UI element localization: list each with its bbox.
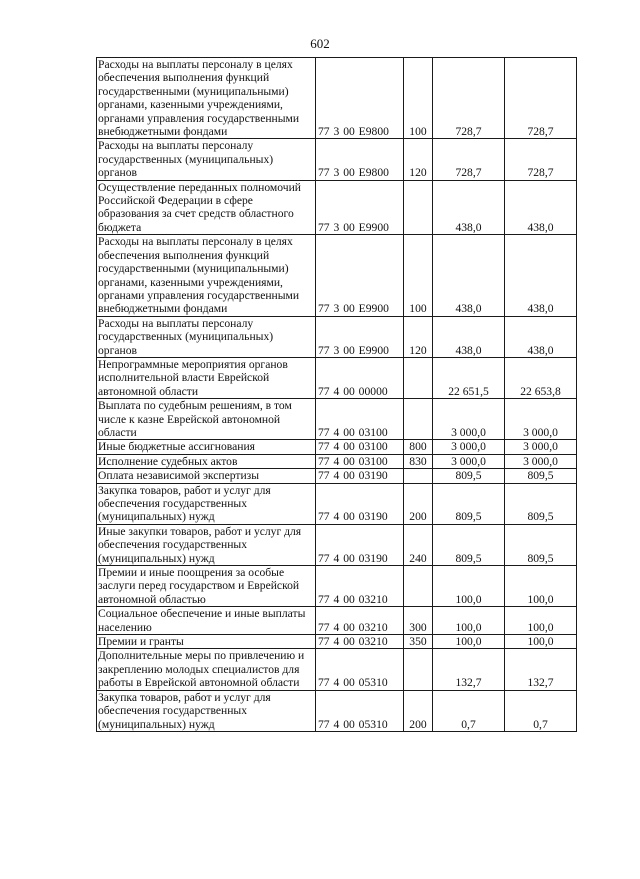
row-vr-cell: 240: [404, 524, 433, 565]
page-number: 602: [310, 36, 330, 51]
row-year1-cell: 438,0: [433, 316, 505, 357]
row-year1-cell: 728,7: [433, 139, 505, 180]
row-vr-cell: [404, 357, 433, 398]
row-name-text: Дополнительные меры по привлечению и закреплению молодых специалистов для работы в Еврейской автономной области: [98, 649, 305, 690]
row-year2-cell: 809,5: [505, 524, 577, 565]
row-name-text: Выплата по судебным решениям, в том числе к казне Еврейской автономной области: [98, 399, 292, 439]
row-name-cell: [97, 316, 316, 357]
table-row: [97, 690, 577, 731]
row-name-text: Исполнение судебных актов: [98, 454, 238, 468]
row-name-cell: [97, 180, 316, 235]
row-code-cell: 77 3 00 E9900: [316, 180, 404, 235]
row-code-cell: 77 4 00 03100: [316, 440, 404, 454]
row-year1-cell: 438,0: [433, 180, 505, 235]
row-name-text: Расходы на выплаты персоналу государственных (муниципальных) органов: [98, 139, 274, 180]
row-vr-cell: 350: [404, 635, 433, 649]
row-vr-cell: [404, 180, 433, 235]
row-vr-cell: 120: [404, 316, 433, 357]
row-code-cell: 77 3 00 E9900: [316, 235, 404, 316]
row-code-cell: 77 4 00 03210: [316, 607, 404, 635]
row-name-text: Осуществление переданных полномочий Российской Федерации в сфере образования за счет средств областного бюджета: [98, 180, 302, 234]
row-name-text: Оплата независимой экспертизы: [98, 469, 260, 483]
row-name-text: Расходы на выплаты персоналу государственных (муниципальных) органов: [98, 316, 274, 357]
table-row: [97, 58, 577, 139]
row-vr-cell: [404, 649, 433, 690]
row-year1-cell: 100,0: [433, 607, 505, 635]
row-name-cell: [97, 483, 316, 524]
row-vr-cell: 120: [404, 139, 433, 180]
row-name-text: Иные бюджетные ассигнования: [98, 440, 255, 454]
row-code-cell: 77 3 00 E9800: [316, 139, 404, 180]
row-name-cell: [97, 690, 316, 731]
table-row: [97, 607, 577, 635]
table-row: [97, 235, 577, 316]
row-year1-cell: 438,0: [433, 235, 505, 316]
table-row: [97, 316, 577, 357]
row-name-cell: [97, 454, 316, 468]
row-code-cell: 77 4 00 00000: [316, 357, 404, 398]
row-year2-cell: 3 000,0: [505, 440, 577, 454]
row-year1-cell: 809,5: [433, 524, 505, 565]
row-name-text: Закупка товаров, работ и услуг для обеспечения государственных (муниципальных) нужд: [98, 690, 271, 731]
row-code-cell: 77 3 00 E9900: [316, 316, 404, 357]
row-vr-cell: 800: [404, 440, 433, 454]
row-vr-cell: 300: [404, 607, 433, 635]
row-year1-cell: 100,0: [433, 635, 505, 649]
row-year2-cell: 438,0: [505, 235, 577, 316]
budget-table-body: [97, 58, 577, 732]
table-row: [97, 566, 577, 607]
row-year2-cell: 3 000,0: [505, 399, 577, 440]
table-row: [97, 180, 577, 235]
row-year1-cell: 0,7: [433, 690, 505, 731]
row-vr-cell: [404, 566, 433, 607]
row-vr-cell: 200: [404, 483, 433, 524]
row-code-cell: 77 4 00 03100: [316, 399, 404, 440]
row-name-cell: [97, 357, 316, 398]
row-vr-cell: 830: [404, 454, 433, 468]
row-name-cell: [97, 235, 316, 316]
row-code-cell: 77 4 00 03100: [316, 454, 404, 468]
row-code-cell: 77 4 00 05310: [316, 649, 404, 690]
table-row: [97, 139, 577, 180]
row-name-cell: [97, 524, 316, 565]
row-year1-cell: 100,0: [433, 566, 505, 607]
row-name-cell: [97, 139, 316, 180]
row-name-text: Закупка товаров, работ и услуг для обеспечения государственных (муниципальных) нужд: [98, 483, 271, 524]
row-year1-cell: 809,5: [433, 469, 505, 483]
row-year2-cell: 100,0: [505, 607, 577, 635]
row-year2-cell: 809,5: [505, 483, 577, 524]
row-code-cell: 77 4 00 03190: [316, 469, 404, 483]
row-year2-cell: 438,0: [505, 316, 577, 357]
row-name-text: Социальное обеспечение и иные выплаты населению: [98, 607, 306, 634]
row-year2-cell: 3 000,0: [505, 454, 577, 468]
table-row: [97, 483, 577, 524]
row-year1-cell: 22 651,5: [433, 357, 505, 398]
table-row: [97, 454, 577, 468]
row-year2-cell: 728,7: [505, 139, 577, 180]
row-name-cell: [97, 635, 316, 649]
row-name-text: Премии и иные поощрения за особые заслуги перед государством и Еврейской автономной областью: [98, 566, 300, 606]
row-year1-cell: 3 000,0: [433, 454, 505, 468]
row-name-text: Непрограммные мероприятия органов исполнительной власти Еврейской автономной области: [98, 357, 288, 398]
table-row: [97, 635, 577, 649]
row-name-cell: [97, 440, 316, 454]
table-row: [97, 440, 577, 454]
row-code-cell: 77 3 00 E9800: [316, 58, 404, 139]
row-vr-cell: [404, 469, 433, 483]
row-name-text: Премии и гранты: [98, 635, 184, 649]
table-row: [97, 357, 577, 398]
row-year2-cell: 728,7: [505, 58, 577, 139]
row-code-cell: 77 4 00 03210: [316, 635, 404, 649]
row-year1-cell: 3 000,0: [433, 399, 505, 440]
budget-table: [96, 57, 577, 732]
row-year2-cell: 809,5: [505, 469, 577, 483]
row-vr-cell: 100: [404, 58, 433, 139]
row-name-cell: [97, 607, 316, 635]
row-name-text: Расходы на выплаты персоналу в целях обеспечения выполнения функций государственными (муниципальными) органами, казенными учреждениями, органами управления государственными внебюджетными фондами: [98, 58, 300, 139]
table-row: [97, 524, 577, 565]
row-vr-cell: [404, 399, 433, 440]
row-code-cell: 77 4 00 05310: [316, 690, 404, 731]
row-vr-cell: 200: [404, 690, 433, 731]
row-year1-cell: 728,7: [433, 58, 505, 139]
row-year1-cell: 132,7: [433, 649, 505, 690]
row-name-cell: [97, 566, 316, 607]
row-year2-cell: 100,0: [505, 566, 577, 607]
row-name-cell: [97, 58, 316, 139]
row-year1-cell: 809,5: [433, 483, 505, 524]
row-name-text: Иные закупки товаров, работ и услуг для обеспечения государственных (муниципальных) нужд: [98, 524, 302, 565]
row-name-cell: [97, 399, 316, 440]
row-code-cell: 77 4 00 03190: [316, 483, 404, 524]
row-year2-cell: 22 653,8: [505, 357, 577, 398]
table-row: [97, 399, 577, 440]
row-name-cell: [97, 469, 316, 483]
row-vr-cell: 100: [404, 235, 433, 316]
row-code-cell: 77 4 00 03210: [316, 566, 404, 607]
row-year2-cell: 0,7: [505, 690, 577, 731]
row-code-cell: 77 4 00 03190: [316, 524, 404, 565]
table-row: [97, 469, 577, 483]
row-name-text: Расходы на выплаты персоналу в целях обеспечения выполнения функций государственными (муниципальными) органами, казенными учреждениями, органами управления государственными внебюджетными фондами: [98, 235, 300, 316]
row-year1-cell: 3 000,0: [433, 440, 505, 454]
row-name-cell: [97, 649, 316, 690]
row-year2-cell: 132,7: [505, 649, 577, 690]
table-row: [97, 649, 577, 690]
row-year2-cell: 438,0: [505, 180, 577, 235]
row-year2-cell: 100,0: [505, 635, 577, 649]
